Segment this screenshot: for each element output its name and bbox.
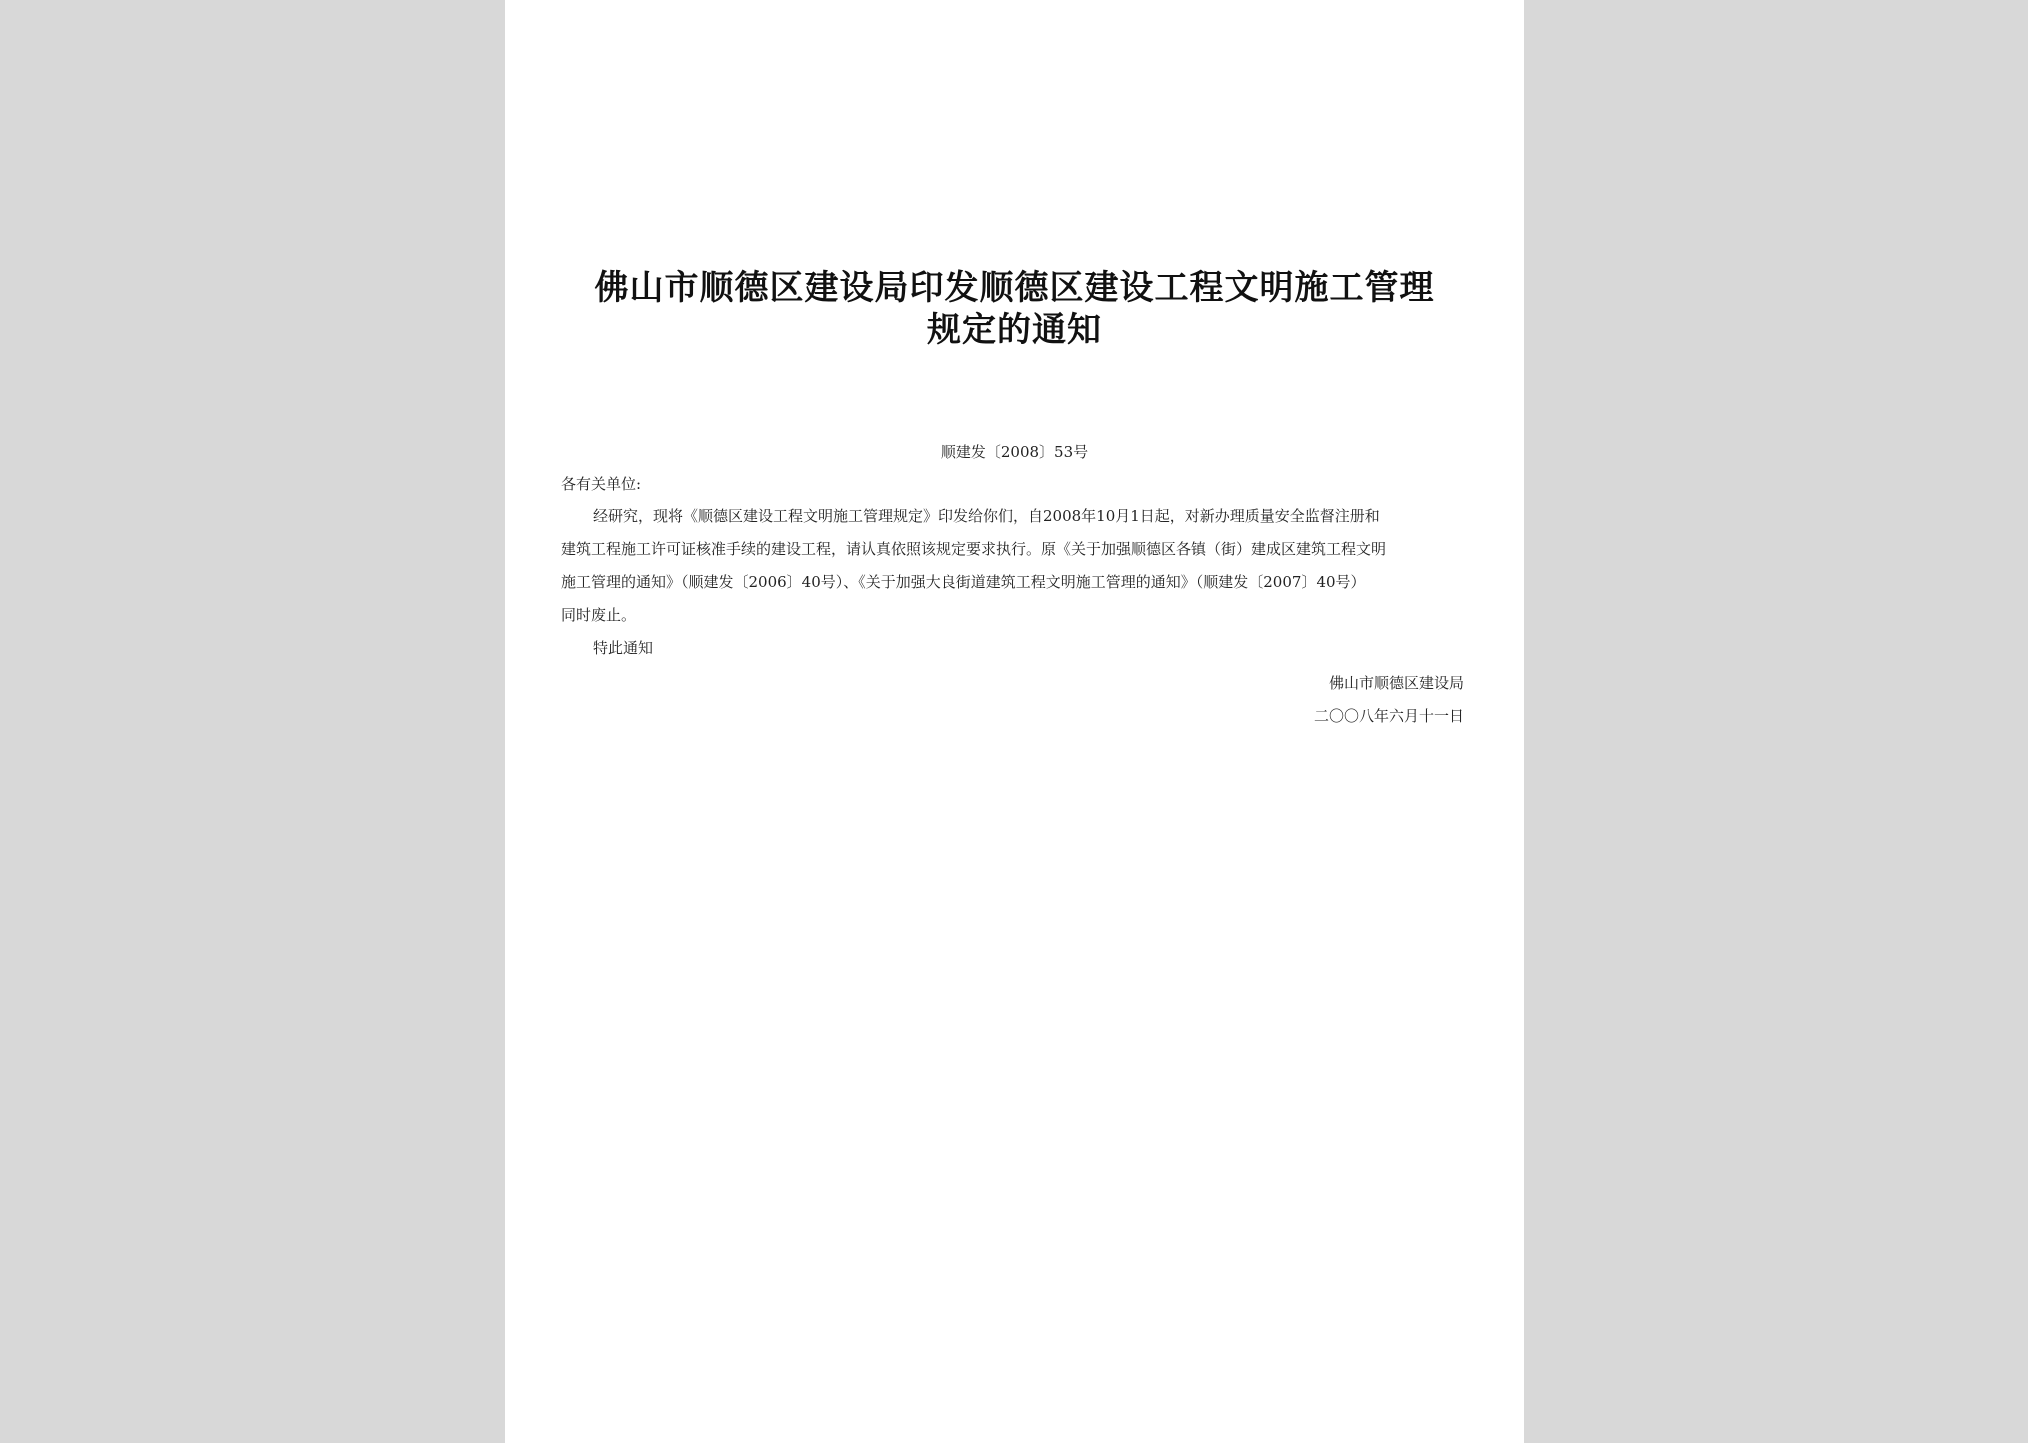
body-line-4: 同时废止。 (561, 606, 637, 624)
body-line-2: 建筑工程施工许可证核准手续的建设工程，请认真依照该规定要求执行。原《关于加强顺德区各镇（街）建成区建筑工程文明 (561, 540, 1387, 558)
salutation: 各有关单位: (561, 475, 642, 493)
document-title-line-2: 规定的通知 (927, 310, 1102, 350)
body-line-1: 经研究，现将《顺德区建设工程文明施工管理规定》印发给你们，自2008年10月1日起，对新办理质量安全监督注册和 (593, 507, 1380, 525)
closing-remark: 特此通知 (593, 639, 654, 657)
document-page (505, 0, 1524, 1443)
document-title-line-1: 佛山市顺德区建设局印发顺德区建设工程文明施工管理 (594, 268, 1435, 308)
issue-date: 二〇〇八年六月十一日 (1313, 707, 1464, 725)
document-number: 顺建发〔2008〕53号 (940, 443, 1089, 461)
issuer-signature: 佛山市顺德区建设局 (1328, 674, 1464, 692)
body-line-3: 施工管理的通知》（顺建发〔2006〕40号）、《关于加强大良街道建筑工程文明施工管理的通知》（顺建发〔2007〕40号） (561, 573, 1366, 591)
